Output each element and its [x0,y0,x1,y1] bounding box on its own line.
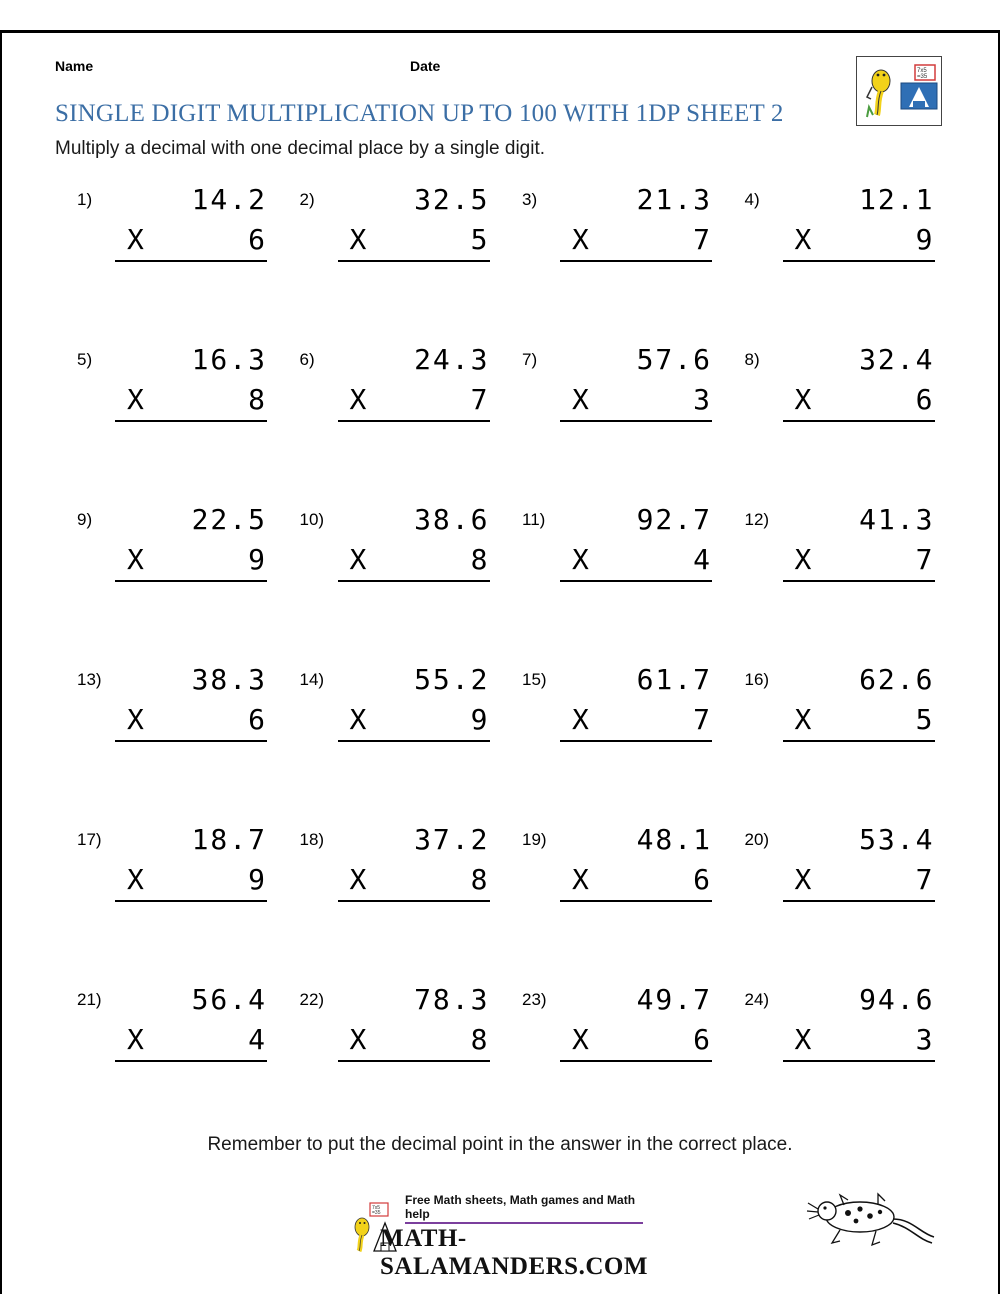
multiplication-operator: X [572,543,591,576]
multiplier-row [560,218,712,258]
answer-line[interactable] [115,900,267,902]
multiplier: 9 [915,223,935,256]
problem-body [560,662,712,742]
problem-body [783,502,935,582]
multiplier-row [783,378,935,418]
problem-number: 15) [522,670,547,689]
svg-text:7x5: 7x5 [917,68,927,74]
multiplier-row [783,1018,935,1058]
problem-item [278,662,501,784]
problem-item [55,342,278,464]
problem-number: 8) [744,350,760,369]
multiplicand: 55.2 [414,663,490,696]
answer-line[interactable] [338,740,490,742]
page-left-border [0,30,2,1294]
multiplier: 8 [470,1023,490,1056]
multiplier-row [783,698,935,738]
math-salamanders-logo [856,56,942,126]
multiplicand: 37.2 [414,823,490,856]
multiplier-row [338,218,490,258]
date-label: Date [410,58,441,74]
lizard-illustration [800,1185,940,1270]
answer-line[interactable] [338,1060,490,1062]
problem-number: 13) [77,670,102,689]
problem-item [723,982,946,1104]
problem-item [500,982,723,1104]
problem-number: 20) [744,830,770,849]
problem-item [278,502,501,624]
multiplier-row [115,698,267,738]
problem-item [278,982,501,1104]
multiplier: 7 [693,223,712,256]
multiplicand: 49.7 [636,983,712,1016]
multiplication-operator: X [349,1023,369,1056]
answer-line[interactable] [783,580,935,582]
multiplicand: 32.4 [859,343,935,376]
problem-body [338,822,490,902]
multiplier: 9 [248,543,267,576]
multiplicand: 92.7 [636,503,712,536]
multiplier: 7 [470,383,490,416]
multiplication-operator: X [572,1023,591,1056]
problem-body [115,342,267,422]
multiplication-operator: X [794,703,814,736]
multiplier: 4 [248,1023,267,1056]
multiplicand: 24.3 [414,343,490,376]
problem-item [500,662,723,784]
problem-number: 11) [522,510,546,529]
multiplier: 8 [248,383,267,416]
problem-item [55,182,278,304]
multiplicand: 61.7 [636,663,712,696]
multiplier-row [338,1018,490,1058]
multiplicand: 12.1 [859,183,935,216]
multiplier: 5 [915,703,935,736]
problem-body [560,342,712,422]
multiplier: 6 [248,223,267,256]
problem-body [115,502,267,582]
problem-number: 10) [299,510,325,529]
multiplier-row [783,858,935,898]
svg-text:=35: =35 [372,1210,381,1216]
multiplication-operator: X [349,863,369,896]
problem-item [55,662,278,784]
problem-number: 19) [522,830,547,849]
problem-item [55,822,278,944]
answer-line[interactable] [560,1060,712,1062]
problem-item [278,822,501,944]
multiplier-row [338,858,490,898]
problem-body [338,342,490,422]
multiplicand: 16.3 [191,343,267,376]
problem-number: 24) [744,990,770,1009]
answer-line[interactable] [115,260,267,262]
multiplicand: 53.4 [859,823,935,856]
multiplier: 6 [693,863,712,896]
problem-item [723,182,946,304]
multiplier-row [783,538,935,578]
logo-artwork [857,57,941,125]
instructions: Multiply a decimal with one decimal place by a single digit. [55,138,546,159]
multiplier-row [560,538,712,578]
multiplicand: 38.3 [191,663,267,696]
answer-line[interactable] [338,580,490,582]
problem-body [560,822,712,902]
multiplier-row [115,218,267,258]
svg-text:=35: =35 [917,74,928,80]
multiplicand: 22.5 [191,503,267,536]
problem-body [783,822,935,902]
answer-line[interactable] [560,580,712,582]
multiplier: 4 [693,543,712,576]
footer-branding [0,1185,1000,1285]
multiplier: 6 [915,383,935,416]
problem-item [500,182,723,304]
name-label: Name [55,58,94,74]
answer-line[interactable] [560,260,712,262]
problem-body [338,182,490,262]
problem-number: 16) [744,670,770,689]
problem-body [115,822,267,902]
problem-number: 5) [77,350,93,369]
multiplication-operator: X [127,223,146,256]
multiplier: 7 [915,863,935,896]
footer-divider [405,1222,643,1224]
multiplier-row [783,218,935,258]
page-title: SINGLE DIGIT MULTIPLICATION UP TO 100 WITH 1DP SHEET 2 [55,100,784,127]
answer-line[interactable] [338,420,490,422]
problem-body [783,342,935,422]
worksheet-header [55,48,945,82]
multiplicand: 78.3 [414,983,490,1016]
multiplier-row [115,858,267,898]
problem-number: 21) [77,990,102,1009]
answer-line[interactable] [560,740,712,742]
problem-item [723,342,946,464]
multiplicand: 41.3 [859,503,935,536]
answer-line[interactable] [560,900,712,902]
multiplication-operator: X [794,863,814,896]
multiplication-operator: X [794,543,814,576]
problem-number: 23) [522,990,547,1009]
problem-item [500,342,723,464]
multiplication-operator: X [349,703,369,736]
answer-line[interactable] [783,420,935,422]
multiplier-row [338,538,490,578]
multiplication-operator: X [794,223,814,256]
multiplication-operator: X [794,1023,814,1056]
multiplier: 3 [915,1023,935,1056]
multiplicand: 94.6 [859,983,935,1016]
problem-number: 12) [744,510,770,529]
problem-number: 22) [299,990,325,1009]
problem-body [560,502,712,582]
multiplication-operator: X [572,703,591,736]
multiplier-row [560,1018,712,1058]
problem-number: 18) [299,830,325,849]
svg-text:7x5: 7x5 [372,1205,381,1211]
multiplier-row [115,378,267,418]
multiplier-row [338,698,490,738]
multiplier: 9 [470,703,490,736]
multiplier-row [115,1018,267,1058]
problem-number: 6) [299,350,315,369]
multiplication-operator: X [349,543,369,576]
multiplicand: 57.6 [636,343,712,376]
multiplication-operator: X [127,543,146,576]
multiplier: 5 [470,223,490,256]
multiplier: 8 [470,543,490,576]
multiplier: 3 [693,383,712,416]
reminder-note: Remember to put the decimal point in the answer in the correct place. [207,1134,793,1155]
footer-text-block [350,1193,650,1281]
problem-item [500,502,723,624]
multiplier-row [560,858,712,898]
problem-body [115,662,267,742]
multiplication-operator: X [127,383,146,416]
problem-item [500,822,723,944]
page-top-border [0,30,1000,33]
problem-item [278,342,501,464]
problem-number: 1) [77,190,93,209]
multiplication-operator: X [572,383,591,416]
multiplicand: 14.2 [191,183,267,216]
problem-body [783,182,935,262]
footer-site-name: MATH-SALAMANDERS.COM [380,1225,648,1280]
multiplication-operator: X [127,863,146,896]
answer-line[interactable] [783,740,935,742]
worksheet-content [55,48,945,1156]
multiplication-operator: X [349,383,369,416]
problem-number: 17) [77,830,102,849]
multiplier: 7 [693,703,712,736]
multiplicand: 21.3 [636,183,712,216]
answer-line[interactable] [115,580,267,582]
problem-number: 7) [522,350,538,369]
multiplier-row [338,378,490,418]
problem-item [55,982,278,1104]
multiplicand: 38.6 [414,503,490,536]
multiplier-row [115,538,267,578]
answer-line[interactable] [115,740,267,742]
problem-item [55,502,278,624]
problem-body [338,502,490,582]
problem-body [115,982,267,1062]
answer-line[interactable] [338,260,490,262]
problem-item [723,502,946,624]
problem-number: 3) [522,190,538,209]
multiplication-operator: X [349,223,369,256]
answer-line[interactable] [115,420,267,422]
problem-body [783,982,935,1062]
multiplicand: 18.7 [191,823,267,856]
problem-body [560,182,712,262]
problem-body [115,182,267,262]
problem-number: 2) [299,190,315,209]
problem-item [723,662,946,784]
multiplicand: 62.6 [859,663,935,696]
answer-line[interactable] [783,260,935,262]
answer-line[interactable] [338,900,490,902]
problem-body [783,662,935,742]
multiplication-operator: X [127,703,146,736]
multiplicand: 56.4 [191,983,267,1016]
problems-grid [55,182,945,1104]
footer-tagline: Free Math sheets, Math games and Math help [405,1193,636,1221]
problem-body [338,662,490,742]
multiplication-operator: X [127,1023,146,1056]
multiplier: 6 [248,703,267,736]
problem-number: 9) [77,510,93,529]
multiplier: 6 [693,1023,712,1056]
answer-line[interactable] [783,1060,935,1062]
problem-body [338,982,490,1062]
multiplication-operator: X [572,223,591,256]
problem-number: 14) [299,670,325,689]
multiplicand: 48.1 [636,823,712,856]
problem-number: 4) [744,190,760,209]
answer-line[interactable] [115,1060,267,1062]
multiplier: 8 [470,863,490,896]
multiplier: 7 [915,543,935,576]
multiplier-row [560,698,712,738]
multiplier: 9 [248,863,267,896]
problem-item [278,182,501,304]
multiplier-row [560,378,712,418]
problem-item [723,822,946,944]
answer-line[interactable] [783,900,935,902]
answer-line[interactable] [560,420,712,422]
problem-body [560,982,712,1062]
multiplicand: 32.5 [414,183,490,216]
multiplication-operator: X [794,383,814,416]
multiplication-operator: X [572,863,591,896]
